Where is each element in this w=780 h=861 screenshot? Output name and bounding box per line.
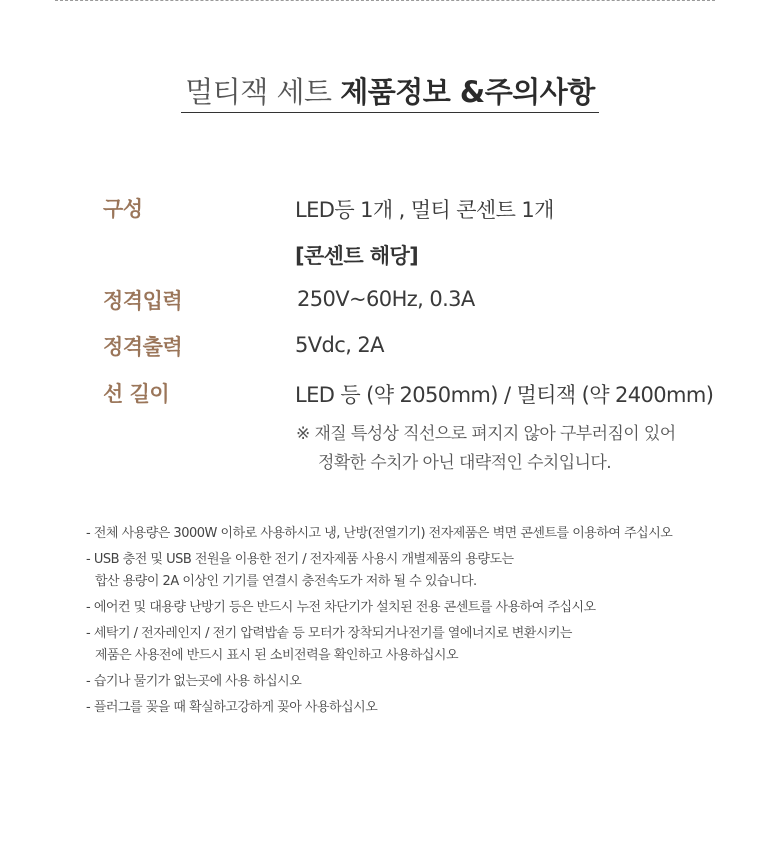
caution-note-line: - 에어컨 및 대용량 난방기 등은 반드시 누전 차단기가 설치된 전용 콘센트를 사용하여 주십시오 bbox=[86, 600, 596, 615]
spec-value-rated-input: 250V~60Hz, 0.3A bbox=[297, 287, 475, 311]
spec-value-composition: LED등 1개 , 멀티 콘센트 1개 bbox=[295, 198, 554, 222]
spec-label-composition: 구성 bbox=[103, 197, 143, 221]
caution-note-line: - 전체 사용량은 3000W 이하로 사용하시고 냉, 난방(전열기기) 전자제품은 벽면 콘센트를 이용하여 주십시오 bbox=[86, 526, 673, 541]
caution-note-line: - 습기나 물기가 없는곳에 사용 하십시오 bbox=[86, 674, 302, 689]
caution-note bbox=[86, 523, 736, 545]
spec-value-cable-length: LED 등 (약 2050mm) / 멀티잭 (약 2400mm) bbox=[295, 383, 714, 407]
caution-note bbox=[86, 597, 736, 619]
spec-label-rated-input: 정격입력 bbox=[103, 289, 183, 313]
caution-note-continuation: 합산 용량이 2A 이상인 기기를 연결시 충전속도가 저하 될 수 있습니다. bbox=[95, 574, 477, 589]
title-bold: 제품정보 &주의사항 bbox=[340, 75, 595, 109]
spec-value-rated-output: 5Vdc, 2A bbox=[295, 333, 384, 357]
spec-note-line1: ※ 재질 특성상 직선으로 펴지지 않아 구부러짐이 있어 bbox=[296, 424, 676, 444]
caution-note bbox=[86, 671, 736, 693]
spec-label-rated-output: 정격출력 bbox=[103, 335, 183, 359]
spec-value-composition-sub: [콘센트 해당] bbox=[295, 244, 419, 268]
caution-note bbox=[86, 623, 736, 667]
caution-notes bbox=[86, 523, 736, 723]
caution-note bbox=[86, 697, 736, 719]
caution-note bbox=[86, 549, 736, 593]
spec-label-cable-length: 선 길이 bbox=[103, 382, 170, 406]
spec-note-line2: 정확한 수치가 아닌 대략적인 수치입니다. bbox=[318, 453, 611, 473]
caution-note-line: - 플러그를 꽂을 때 확실하고강하게 꽂아 사용하십시오 bbox=[86, 700, 378, 715]
caution-note-line: - USB 충전 및 USB 전원을 이용한 전기 / 전자제품 사용시 개별제품의 용량도는 bbox=[86, 552, 514, 567]
caution-note-line: - 세탁기 / 전자레인지 / 전기 압력밥솥 등 모터가 장착되거나전기를 열에너지로 변환시키는 bbox=[86, 626, 572, 641]
caution-note-continuation: 제품은 사용전에 반드시 표시 된 소비전력을 확인하고 사용하십시오 bbox=[95, 648, 459, 663]
title-light: 멀티잭 세트 bbox=[185, 75, 332, 109]
